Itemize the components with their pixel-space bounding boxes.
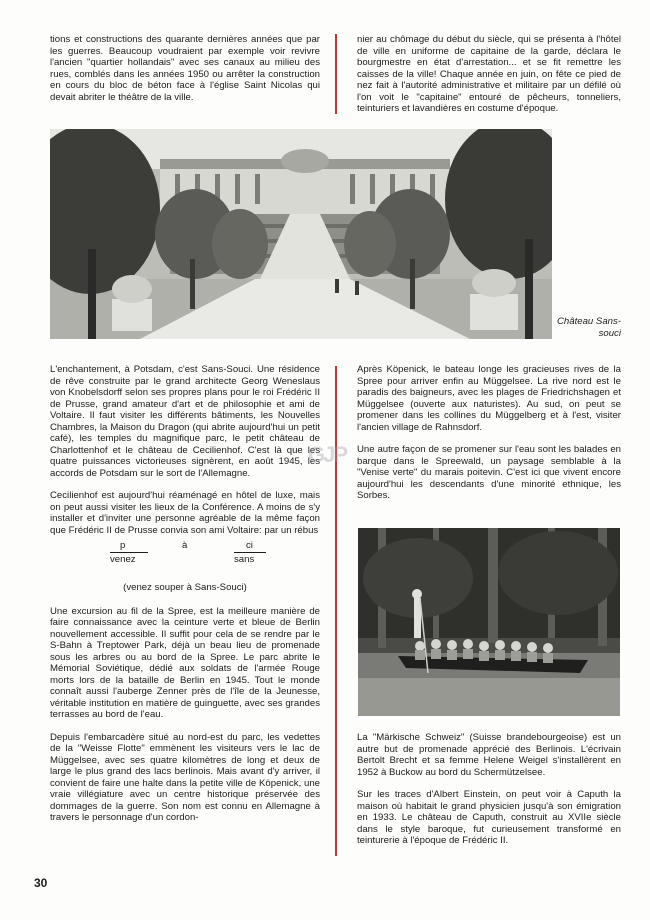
paragraph: Depuis l'embarcadère situé au nord-est du parc, les vedettes de la "Weisse Flotte" emmènent les visiteurs vers le lac de Müggelsee, avec ses quatre kilomètres de long et deux de large le plus grand des lacs berlinois. Mais avant d'y arriver, il convient de faire une halte dans la petite ville de Köpenick, une vraie villégiature avec un centre historique préservée des dommages de la guerre. Son nom est connu en Allemagne à travers le personnage d'un cordon- (50, 731, 320, 823)
rebus-top-left: p (120, 540, 126, 551)
paragraph: Une autre façon de se promener sur l'eau sont les balades en barque dans le Spreewald, un paysage semblable à la "Venise verte" du marais poitevin. C'est ici que vivent encore aujourd'hui les descendants d'une minorité ethnique, les Sorbes. (357, 444, 621, 501)
rebus-bottom-right: sans (234, 554, 255, 565)
rebus-bottom-left: venez (110, 554, 136, 565)
top-right-column (357, 34, 621, 126)
page-number: 30 (34, 876, 48, 890)
paragraph: Cecilienhof est aujourd'hui réaménagé en hôtel de luxe, mais on peut aussi visiter les lieux de la Conférence. A moins de s'y installer et d'inviter une personne agréable de la même façon que Frédéric II de Prusse convia son ami Voltaire: par un rébus (50, 490, 320, 536)
paragraph: Après Köpenick, le bateau longe les gracieuses rives de la Spree pour arriver enfin au Müggelsee. La rive nord est le paradis des baigneurs, avec les plages de Friedrichshagen et Müggelsee (ouverte aux naturistes). Au sud, on peut se promener dans les collines du Müggelberg et à l'est, visiter l'ancien village de Rahnsdorf. (357, 364, 621, 433)
column-divider-top (335, 34, 337, 114)
rebus-translation: (venez souper à Sans-Souci) (123, 582, 247, 593)
rebus-line-right (234, 552, 266, 553)
paragraph: Sur les traces d'Albert Einstein, on peut voir à Caputh la maison où habitait le grand physicien jusqu'à son émigration en 1933. Le château de Caputh, construit au XVIIe siècle dans le style baroque, fut curieusement transformé en teinturerie à l'époque de Frédéric II. (357, 789, 621, 846)
paragraph: tions et constructions des quarante dernières années que par les guerres. Beaucoup voudraient par exemple voir revivre l'ancien "quartier hollandais" avec ses canaux au milieu des rues, comblés dans les années 1950 ou arrêter la construction en cours du bloc de béton face à l'église Saint Nicolas qui devait abriter le théâtre de la ville. (50, 34, 320, 103)
photo-caption: Château Sans-souci (557, 316, 621, 339)
rebus-middle: à (182, 540, 188, 551)
main-right-column-upper (357, 364, 621, 513)
watermark: GJP (308, 442, 347, 467)
paragraph: Une excursion au fil de la Spree, est la meilleure manière de faire connaissance avec la ceinture verte et bleue de Berlin nouvellement accessible. Il suffit pour cela de se rendre par le S-Bahn à Treptower Park, déjà un beau lieu de promenade sous les arbres ou au bord de la Spree. Le parc abrite le Mémorial Soviétique, dédié aux soldats de l'armée Rouge morts lors de la bataille de Berlin en 1945. Tout le monde connaît aussi l'auberge Zenner près de l'île de la Jeunesse, véritable institution en matière de guinguette, avec ses grandes terrasses au bord de l'eau. (50, 605, 320, 720)
top-left-column (50, 34, 320, 114)
main-left-column (50, 364, 320, 835)
column-divider-main (335, 366, 337, 856)
paragraph: La "Märkische Schweiz" (Suisse brandebourgeoise) est un autre but de promenade apprécié des Berlinois. L'écrivain Bertolt Brecht et sa femme Helene Weigel s'installèrent en 1952 à Buckow au bord du Schermützelsee. (357, 732, 621, 778)
rebus-line-left (110, 552, 148, 553)
rebus-top-right: ci (246, 540, 253, 551)
sanssouci-photo (50, 129, 552, 339)
paragraph: L'enchantement, à Potsdam, c'est Sans-Souci. Une résidence de rêve construite par le grand architecte Georg Weneslaus von Knobelsdorff selon ses propres plans pour le roi Frédéric II de Prusse, grand amateur d'art et de philosophie et ami de Voltaire. Il faut visiter les différents bâtiments, les Nouvelles Chambres, la Maison du Dragon (qui abrite aujourd'hui un petit café), les temples du magnifique parc, le petit château de Charlottenhof et le château de Cecilienhof. C'est là que les quatre puissances victorieuses signèrent, en août 1945, les accords de Potsdam sur le sort de l'Allemagne. (50, 364, 320, 479)
spreewald-photo (358, 528, 620, 716)
rebus (50, 540, 320, 576)
main-right-column-lower (357, 732, 621, 858)
paragraph: nier au chômage du début du siècle, qui se présenta à l'hôtel de ville en uniforme de capitaine de la garde, déclara le bourgmestre en état d'arrestation... et se fit remettre les caisses de la ville! Chaque année en juin, on fête ce pied de nez fait à l'autorité administrative et militaire par un défilé où l'on voit le "capitaine" entouré de pêcheurs, tonneliers, teinturiers et lavandières en costume d'époque. (357, 34, 621, 114)
